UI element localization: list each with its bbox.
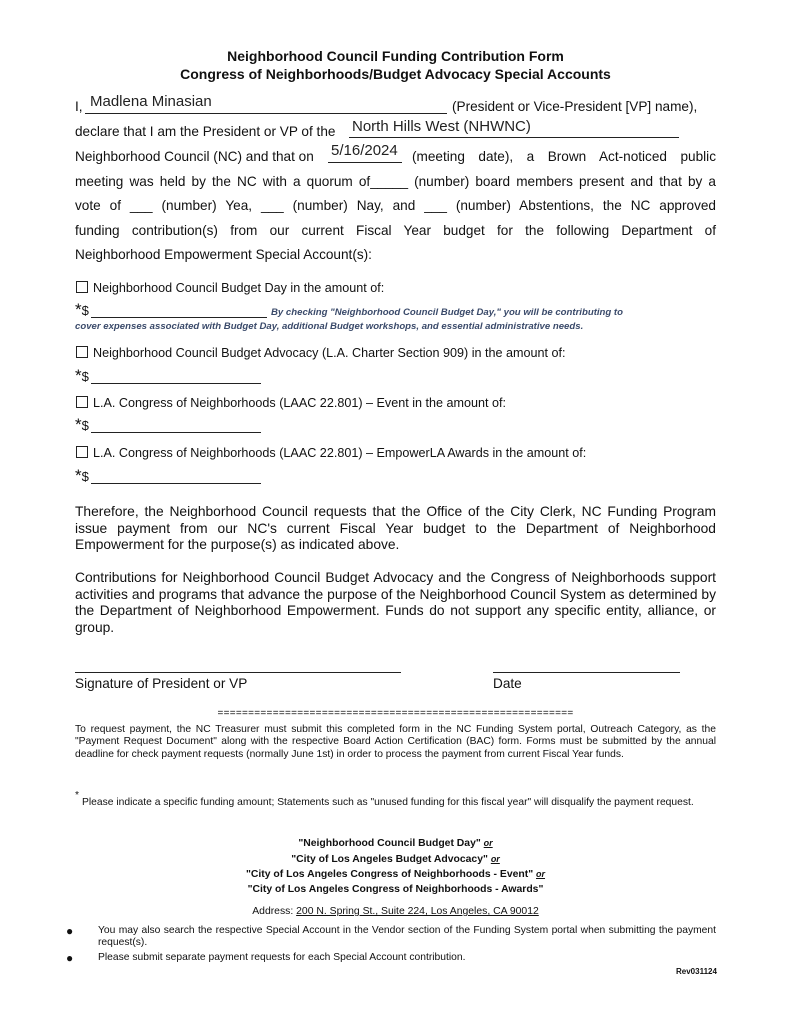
meeting-date-value[interactable]: 5/16/2024 — [331, 142, 398, 159]
option-label: Neighborhood Council Budget Advocacy (L.A. Charter Section 909) in the amount of: — [93, 346, 566, 360]
footnote-asterisk: * — [75, 790, 80, 801]
option-congress-awards[interactable] — [76, 446, 586, 460]
asterisk: * — [75, 415, 82, 434]
option-label: L.A. Congress of Neighborhoods (LAAC 22.801) – Event in the amount of: — [93, 396, 507, 410]
amount-line-budget-advocacy[interactable] — [91, 369, 261, 384]
signature-label: Signature of President or VP — [75, 676, 248, 691]
payee-name: "City of Los Angeles Congress of Neighborhoods - Event" — [245, 869, 534, 880]
address — [0, 906, 791, 917]
amount-budget-day[interactable] — [75, 300, 89, 320]
option-label: Neighborhood Council Budget Day in the amount of: — [93, 281, 385, 295]
form-title-line1: Neighborhood Council Funding Contribution Form — [227, 48, 564, 64]
president-name-value[interactable]: Madlena Minasian — [90, 93, 212, 110]
payee-2 — [0, 854, 791, 865]
option-budget-day[interactable] — [76, 281, 384, 295]
contributions-paragraph: Contributions for Neighborhood Council Budget Advocacy and the Congress of Neighborhoods support activities and programs that advance the purpose of the Neighborhood Council System as determined by the Department of Neighborhood Empowerment. Funds do not support any specific entity, alliance, or group. — [75, 570, 716, 635]
payee-conj: or — [483, 838, 493, 848]
declare-prefix: declare that I am the President or VP of the — [75, 124, 336, 139]
council-name-value[interactable]: North Hills West (NHWNC) — [352, 118, 531, 135]
payee-3 — [0, 869, 791, 880]
dollar-sign: $ — [81, 369, 89, 384]
payee-name: "Neighborhood Council Budget Day" — [298, 838, 481, 849]
address-label: Address: — [252, 906, 294, 917]
revision-code: Rev031124 — [676, 967, 717, 976]
amount-budget-advocacy[interactable] — [75, 366, 89, 386]
asterisk: * — [75, 466, 82, 485]
checkbox-congress-awards[interactable] — [76, 446, 88, 458]
amount-congress-event[interactable] — [75, 415, 89, 435]
bullet-2: Please submit separate payment requests for each Special Account contribution. — [98, 952, 466, 963]
payee-name: "City of Los Angeles Congress of Neighborhoods - Awards" — [247, 884, 544, 895]
nc-prefix: Neighborhood Council (NC) and that on — [75, 149, 314, 164]
option-congress-event[interactable] — [76, 396, 506, 410]
payee-4 — [0, 884, 791, 895]
therefore-paragraph: Therefore, the Neighborhood Council requests that the Office of the City Clerk, NC Funding Program issue payment from our NC's current Fiscal Year budget to the Department of Neighborhood Empowerment for the purpose(s) as indicated above. — [75, 504, 716, 552]
dollar-sign: $ — [81, 469, 89, 484]
intro-line6: funding contribution(s) from our current Fiscal Year budget for the following Department of — [75, 223, 716, 238]
asterisk: * — [75, 300, 82, 319]
footnote-text: Please indicate a specific funding amount; Statements such as "unused funding for this fiscal year" will disqualify the payment request. — [82, 797, 694, 808]
payee-conj: or — [490, 854, 500, 864]
option-label: L.A. Congress of Neighborhoods (LAAC 22.801) – EmpowerLA Awards in the amount of: — [93, 446, 587, 460]
asterisk: * — [75, 366, 82, 385]
checkbox-congress-event[interactable] — [76, 396, 88, 408]
payee-conj: or — [536, 869, 546, 879]
date-signature-line[interactable] — [493, 656, 680, 673]
intro-line4: meeting was held by the NC with a quorum of_____ (number) board members present and that by a — [75, 174, 716, 189]
amount-line-budget-day[interactable] — [91, 303, 267, 318]
intro-line5: vote of ___ (number) Yea, ___ (number) Nay, and ___ (number) Abstentions, the NC approved — [75, 198, 716, 213]
form-title-line2: Congress of Neighborhoods/Budget Advocacy Special Accounts — [180, 66, 611, 82]
checkbox-budget-advocacy[interactable] — [76, 346, 88, 358]
dollar-sign: $ — [81, 303, 89, 318]
bullet-dot-1: ● — [66, 924, 74, 938]
request-instructions: To request payment, the NC Treasurer must submit this completed form in the NC Funding System portal, Outreach Category, as the "Payment Request Document" along with the respective Board Action Certification (BAC) form. Forms must be submitted by the annual deadline for check payment requests (normally June 1st) in order to process the payment from current Fiscal Year funds. — [75, 724, 716, 760]
amount-congress-awards[interactable] — [75, 466, 89, 486]
intro-prefix: I, — [75, 99, 83, 114]
date-label: Date — [493, 676, 522, 691]
bullet-dot-2: ● — [66, 951, 74, 965]
payee-name: "City of Los Angeles Budget Advocacy" — [291, 854, 488, 865]
budget-day-note-2: cover expenses associated with Budget Day, additional Budget workshops, and essential administrative needs. — [75, 321, 584, 332]
date-suffix: (meeting date), a Brown Act-noticed public — [412, 149, 716, 164]
bullet-1: You may also search the respective Special Account in the Vendor section of the Funding System portal when submitting the payment request(s). — [98, 925, 716, 949]
budget-day-note-1: By checking "Neighborhood Council Budget Day," you will be contributing to — [271, 307, 623, 318]
signature-line[interactable] — [75, 656, 401, 673]
checkbox-budget-day[interactable] — [76, 281, 88, 293]
amount-line-congress-event[interactable] — [91, 418, 261, 433]
separator: ========================================================== — [217, 708, 574, 719]
address-value: 200 N. Spring St., Suite 224, Los Angeles, CA 90012 — [296, 906, 539, 917]
payee-1 — [0, 838, 791, 849]
intro-line7: Neighborhood Empowerment Special Account(s): — [75, 247, 372, 262]
dollar-sign: $ — [81, 418, 89, 433]
option-budget-advocacy[interactable] — [76, 346, 566, 360]
amount-line-congress-awards[interactable] — [91, 469, 261, 484]
name-suffix: (President or Vice-President [VP] name), — [452, 99, 698, 114]
